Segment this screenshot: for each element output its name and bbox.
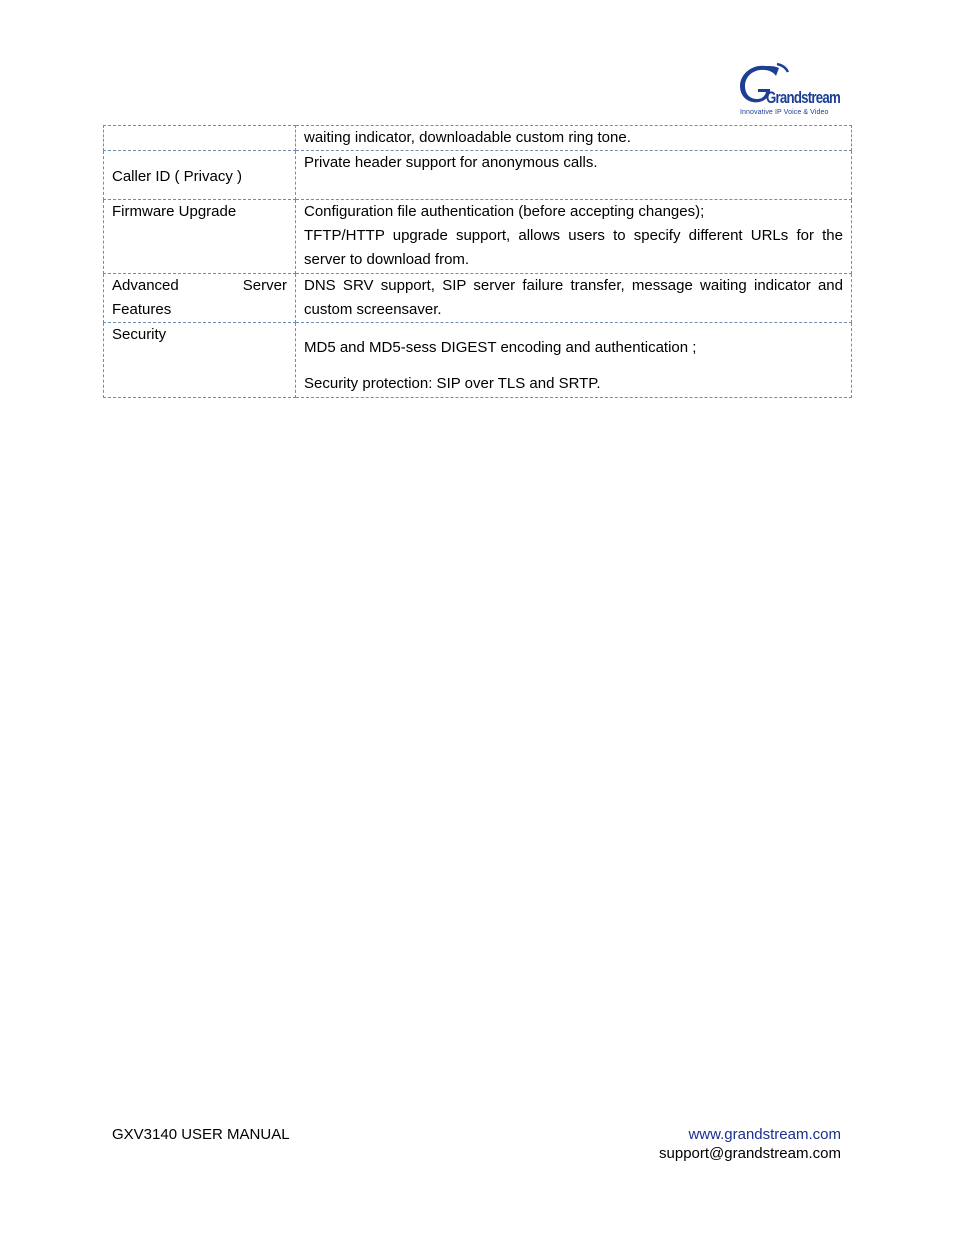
- table-row: [104, 126, 852, 151]
- detail-text: Configuration file authentication (before accepting changes);: [304, 203, 705, 220]
- feature-cell: Security: [104, 323, 296, 398]
- detail-text: waiting indicator, downloadable custom ring tone.: [304, 129, 631, 146]
- detail-text: DNS SRV support, SIP server failure transfer, message waiting indicator and custom screensaver.: [304, 277, 843, 318]
- details-cell: [296, 151, 852, 200]
- support-email[interactable]: support@grandstream.com: [659, 1145, 841, 1162]
- feature-label: Caller ID ( Privacy ): [112, 168, 243, 185]
- table-row: [104, 323, 852, 398]
- detail-text: MD5 and MD5-sess DIGEST encoding and authentication ;: [304, 339, 697, 356]
- details-cell: [296, 126, 852, 151]
- table-row: [104, 151, 852, 200]
- logo-tagline: Innovative IP Voice & Video: [740, 109, 829, 116]
- table-row: [104, 200, 852, 274]
- website-link[interactable]: www.grandstream.com: [688, 1126, 841, 1143]
- details-cell: [296, 274, 852, 323]
- feature-cell: [104, 151, 296, 200]
- footer-contact: [659, 1125, 841, 1163]
- table-row: [104, 274, 852, 323]
- feature-cell: Firmware Upgrade: [104, 200, 296, 274]
- manual-title: GXV3140 USER MANUAL: [112, 1126, 290, 1143]
- detail-text: Private header support for anonymous calls.: [304, 154, 598, 171]
- feature-cell: [104, 126, 296, 151]
- detail-text: Security protection: SIP over TLS and SRTP.: [304, 375, 601, 392]
- details-cell: [296, 200, 852, 274]
- feature-label: Advanced Server Features: [112, 277, 287, 318]
- details-cell: [296, 323, 852, 398]
- detail-text: TFTP/HTTP upgrade support, allows users to specify different URLs for the server to download from.: [304, 227, 843, 268]
- grandstream-logo: [736, 62, 840, 120]
- feature-cell: [104, 274, 296, 323]
- logo-wordmark: Grandstream: [766, 88, 840, 107]
- feature-table: [103, 125, 852, 398]
